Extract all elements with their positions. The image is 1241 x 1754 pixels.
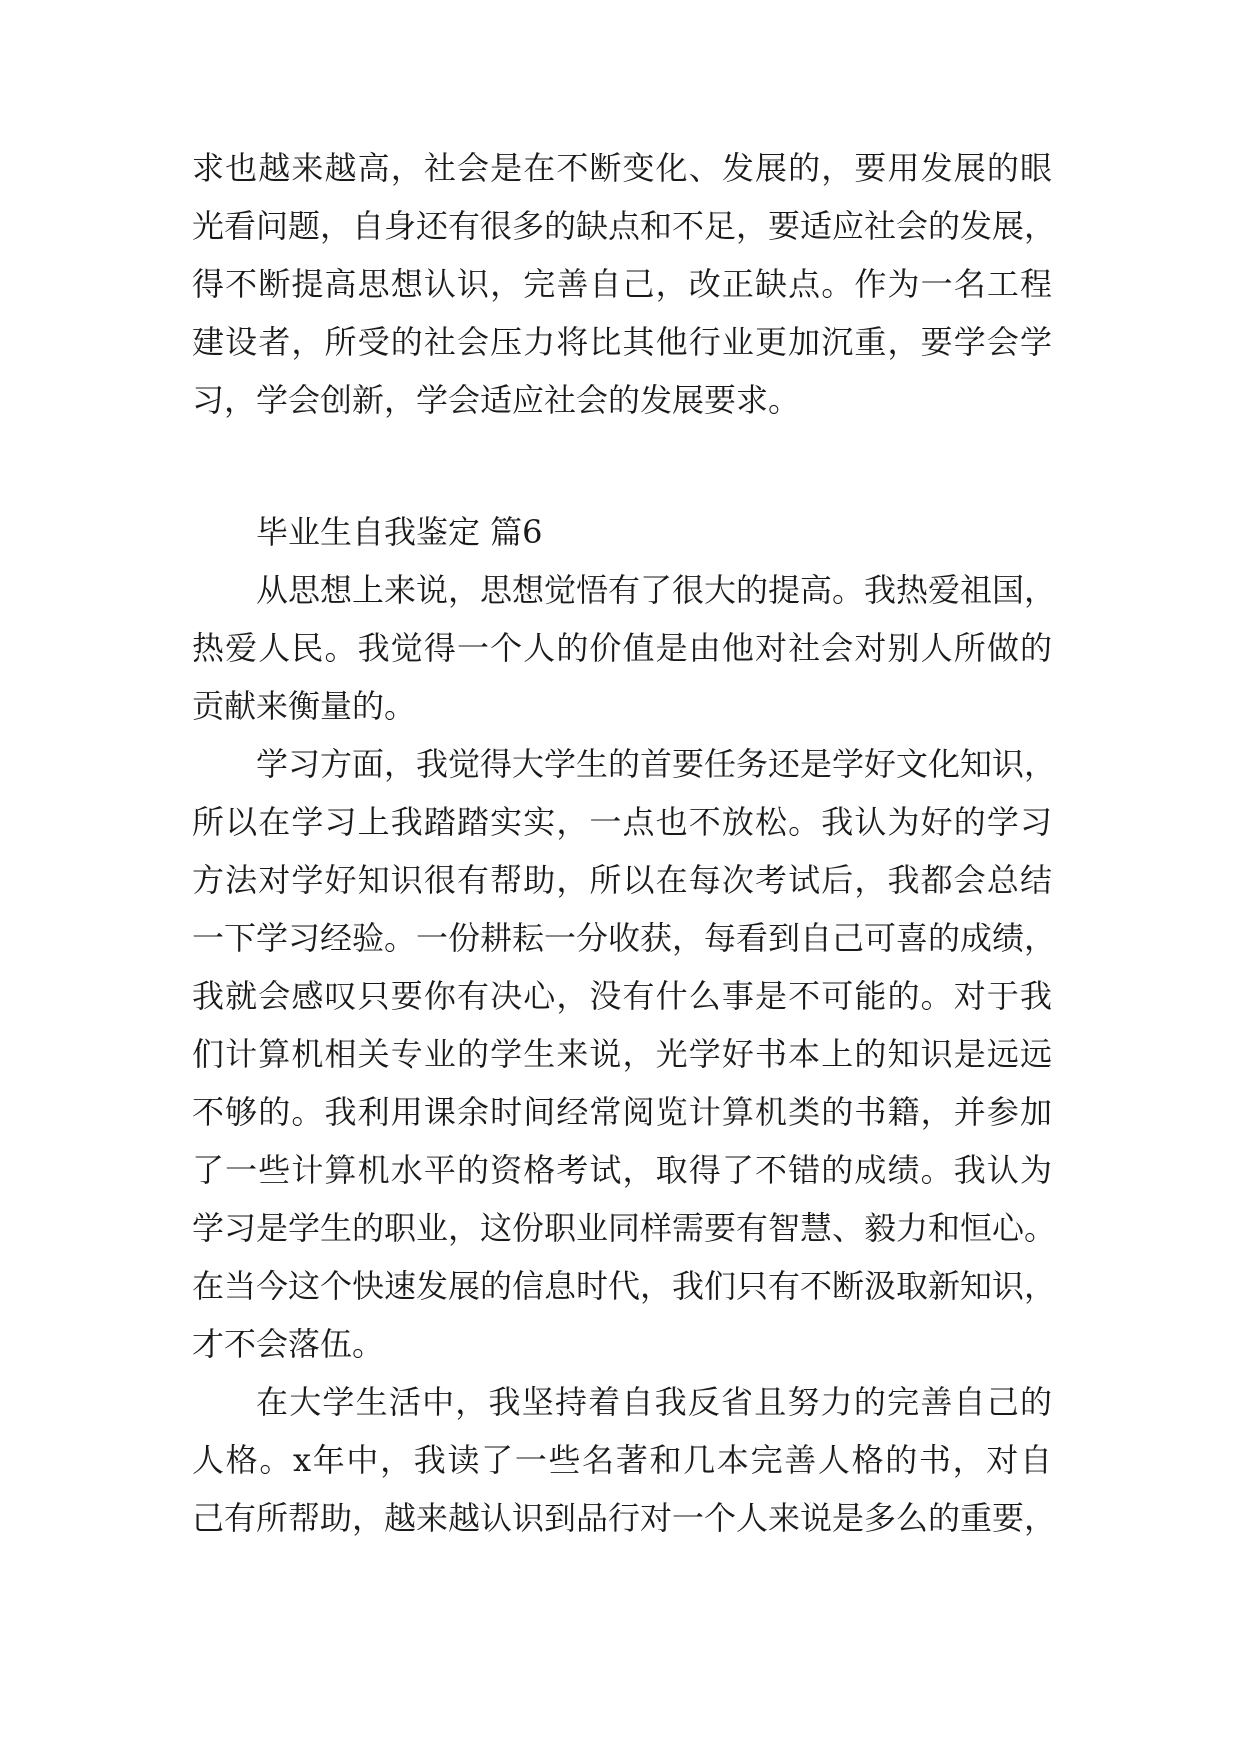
paragraph-2-line-11: 才不会落伍。 (192, 1325, 385, 1363)
paragraph-3-line-3: 己有所帮助，越来越认识到品行对一个人来说是多么的重要， (192, 1499, 1057, 1537)
paragraph-2-line-7: 不够的。我利用课余时间经常阅览计算机类的书籍，并参加 (192, 1093, 1052, 1131)
intro-line-4: 建设者，所受的社会压力将比其他行业更加沉重，要学会学 (192, 323, 1052, 361)
paragraph-3-line-1: 在大学生活中，我坚持着自我反省且努力的完善自己的 (256, 1383, 1052, 1421)
intro-line-5: 习，学会创新，学会适应社会的发展要求。 (192, 381, 801, 419)
paragraph-1-line-3: 贡献来衡量的。 (192, 687, 417, 725)
paragraph-2-line-5: 我就会感叹只要你有决心，没有什么事是不可能的。对于我 (192, 977, 1052, 1015)
paragraph-2-line-4: 一下学习经验。一份耕耘一分收获，每看到自己可喜的成绩， (192, 919, 1057, 957)
paragraph-2-line-9: 学习是学生的职业，这份职业同样需要有智慧、毅力和恒心。 (192, 1209, 1057, 1247)
paragraph-1-line-1: 从思想上来说，思想觉悟有了很大的提高。我热爱祖国， (256, 571, 1057, 609)
intro-line-3: 得不断提高思想认识，完善自己，改正缺点。作为一名工程 (192, 265, 1052, 303)
intro-line-1: 求也越来越高，社会是在不断变化、发展的，要用发展的眼 (192, 149, 1052, 187)
paragraph-2-line-2: 所以在学习上我踏踏实实，一点也不放松。我认为好的学习 (192, 803, 1052, 841)
paragraph-3-line-2: 人格。x年中，我读了一些名著和几本完善人格的书，对自 (192, 1441, 1052, 1479)
paragraph-2-line-8: 了一些计算机水平的资格考试，取得了不错的成绩。我认为 (192, 1151, 1052, 1189)
paragraph-2-line-1: 学习方面，我觉得大学生的首要任务还是学好文化知识， (256, 745, 1057, 783)
paragraph-2-line-6: 们计算机相关专业的学生来说，光学好书本上的知识是远远 (192, 1035, 1052, 1073)
paragraph-2-line-10: 在当今这个快速发展的信息时代，我们只有不断汲取新知识， (192, 1267, 1057, 1305)
paragraph-1-line-2: 热爱人民。我觉得一个人的价值是由他对社会对别人所做的 (192, 629, 1052, 667)
intro-line-2: 光看问题，自身还有很多的缺点和不足，要适应社会的发展， (192, 207, 1057, 245)
section-title: 毕业生自我鉴定 篇6 (256, 513, 543, 551)
paragraph-2-line-3: 方法对学好知识很有帮助，所以在每次考试后，我都会总结 (192, 861, 1052, 899)
